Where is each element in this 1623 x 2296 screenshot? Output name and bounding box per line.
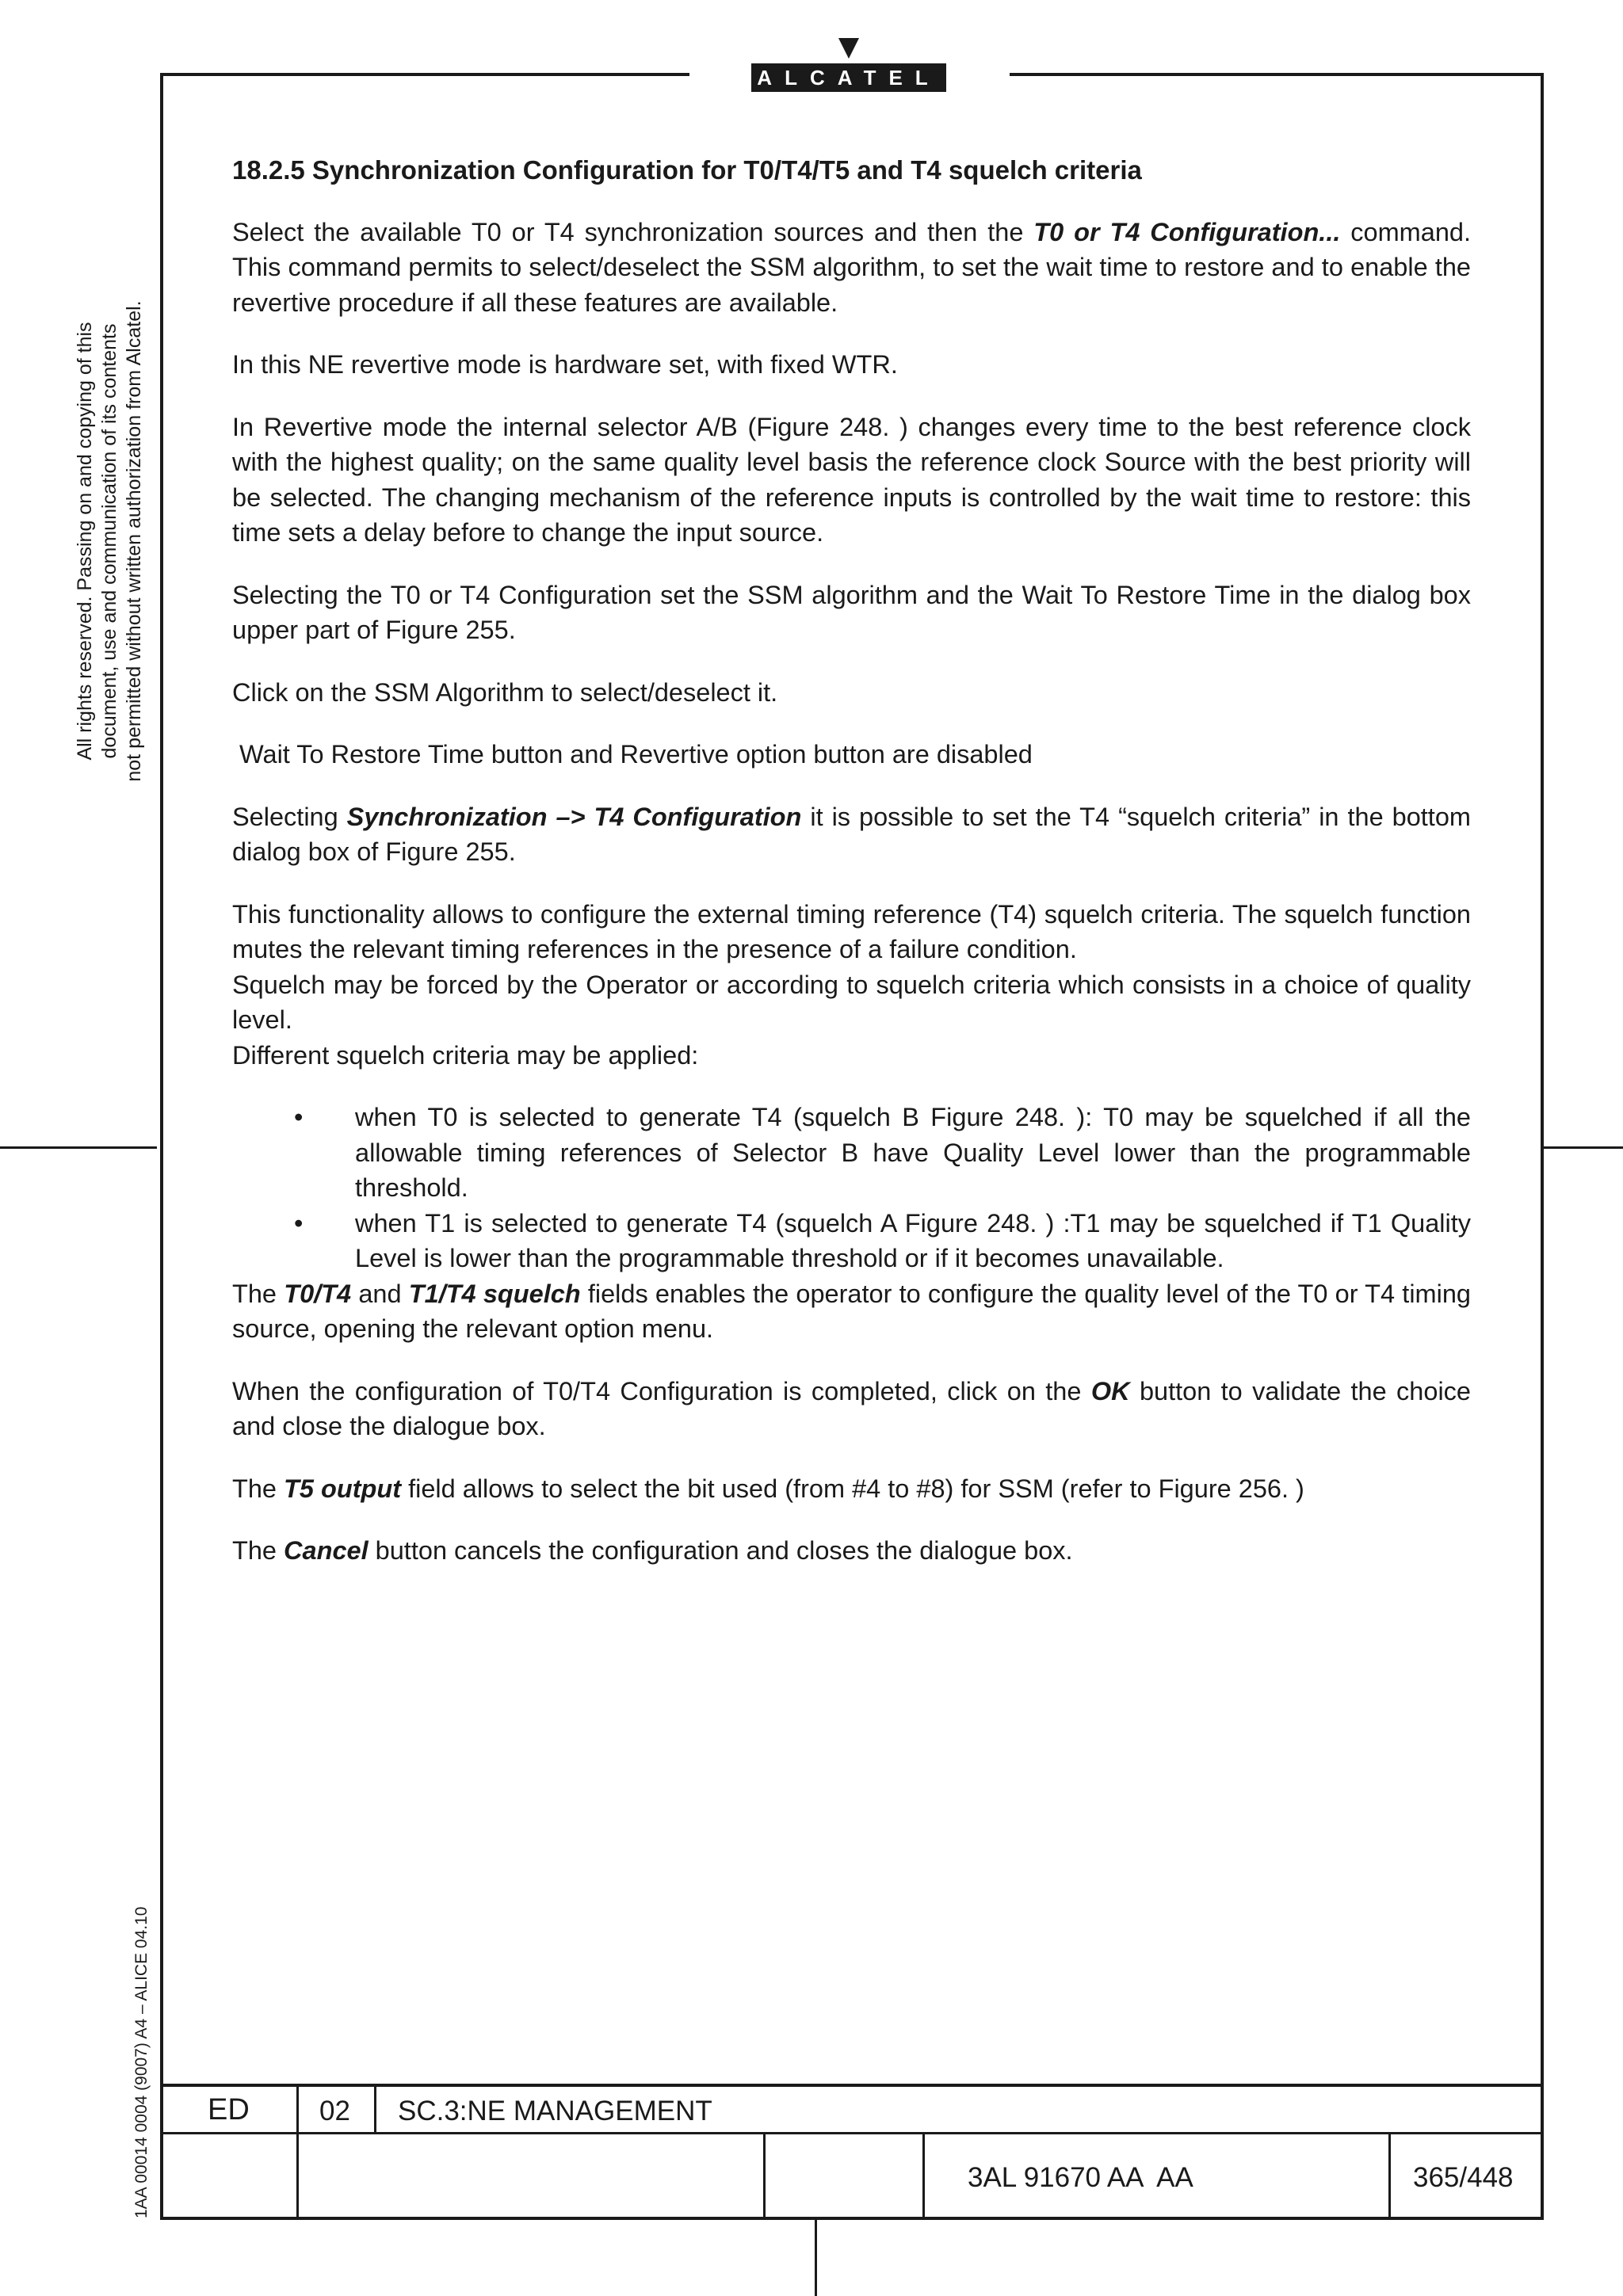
paragraph-10: When the configuration of T0/T4 Configuration is completed, click on the OK button to validate the choice and close the dialogue box. bbox=[232, 1376, 1471, 1440]
footer-ed-value: 02 bbox=[319, 2096, 350, 2126]
footer-doc-number: 3AL 91670 AA AA bbox=[968, 2162, 1193, 2193]
paragraph-2: In this NE revertive mode is hardware set, with fixed WTR. bbox=[232, 350, 898, 379]
field-t5-output: T5 output bbox=[284, 1474, 402, 1503]
footer-section-name: SC.3:NE MANAGEMENT bbox=[398, 2096, 712, 2126]
alcatel-logo bbox=[751, 38, 946, 95]
section-heading: 18.2.5 Synchronization Configuration for T0/T4/T5 and T4 squelch criteria bbox=[232, 155, 1142, 185]
footer-top-line bbox=[160, 2084, 1544, 2087]
paragraph-1: Select the available T0 or T4 synchronization sources and then the T0 or T4 Configuration... command. This command permits to select/deselect the SSM algorithm, to set the wait time to restore and to enable the revertive procedure if all these features are available. bbox=[232, 217, 1471, 317]
paragraph-9: The T0/T4 and T1/T4 squelch fields enables the operator to configure the quality level of the T0 or T4 timing source, opening the relevant option menu. bbox=[232, 1279, 1471, 1343]
paragraph-11: The T5 output field allows to select the bit used (from #4 to #8) for SSM (refer to Figure 256. ) bbox=[232, 1474, 1304, 1503]
rights-line-2: document, use and communication of its contents bbox=[98, 323, 120, 759]
command-t0-t4-config: T0 or T4 Configuration... bbox=[1033, 217, 1341, 246]
footer-divider-2 bbox=[374, 2084, 376, 2134]
footer-ed-label: ED bbox=[208, 2093, 250, 2126]
field-t1-t4-squelch: T1/T4 squelch bbox=[408, 1279, 581, 1308]
main-content bbox=[232, 143, 1471, 1596]
paragraph-7: Selecting Synchronization –> T4 Configuration it is possible to set the T4 “squelch criteria” in the bottom dialog box of Figure 255. bbox=[232, 802, 1471, 866]
frame-left-border bbox=[160, 73, 163, 2220]
bullet-icon: • bbox=[294, 1208, 304, 1238]
paragraph-4: Selecting the T0 or T4 Configuration set the SSM algorithm and the Wait To Restore Time in the dialog box upper part of Figure 255. bbox=[232, 580, 1471, 644]
footer-divider-3 bbox=[763, 2132, 766, 2218]
footer-divider-4 bbox=[922, 2132, 925, 2218]
field-t0-t4: T0/T4 bbox=[284, 1279, 352, 1308]
rights-line-3: not permitted without written authorization from Alcatel. bbox=[123, 300, 145, 782]
frame-bottom-border bbox=[160, 2217, 1544, 2220]
paragraph-12: The Cancel button cancels the configuration and closes the dialogue box. bbox=[232, 1536, 1073, 1565]
paragraph-8-1: This functionality allows to configure the external timing reference (T4) squelch criteria. The squelch function mutes the relevant timing references in the presence of a failure condition. bbox=[232, 899, 1471, 963]
logo-triangle-icon bbox=[838, 38, 859, 59]
paragraph-8-2: Squelch may be forced by the Operator or according to squelch criteria which consists in a choice of quality level. bbox=[232, 970, 1471, 1034]
footer-divider-1 bbox=[296, 2084, 299, 2218]
ok-button-ref: OK bbox=[1090, 1376, 1130, 1405]
fold-mark-left bbox=[0, 1146, 157, 1149]
paragraph-5: Click on the SSM Algorithm to select/deselect it. bbox=[232, 677, 778, 707]
rights-line-1: All rights reserved. Passing on and copying of this bbox=[74, 322, 96, 761]
fold-mark-right bbox=[1544, 1146, 1623, 1149]
squelch-criteria-list bbox=[232, 1100, 1471, 1276]
footer-middle-line bbox=[160, 2132, 1544, 2134]
doc-code: 1AA 00014 0004 (9007) A4 – ALICE 04.10 bbox=[132, 1906, 151, 2218]
list-item: • when T0 is selected to generate T4 (squelch B Figure 248. ): T0 may be squelched if all the allowable timing references of Selector B have Quality Level lower than the programmable threshold. bbox=[232, 1100, 1471, 1206]
footer-divider-5 bbox=[1388, 2132, 1391, 2218]
rights-notice bbox=[73, 264, 147, 818]
bullet-icon: • bbox=[294, 1103, 304, 1131]
cancel-button-ref: Cancel bbox=[284, 1536, 369, 1565]
footer-page-number: 365/448 bbox=[1413, 2162, 1514, 2193]
list-item: • when T1 is selected to generate T4 (squelch A Figure 248. ) :T1 may be squelched if T1 Quality Level is lower than the programmable threshold or if it becomes unavailable. bbox=[232, 1206, 1471, 1276]
paragraph-8-3: Different squelch criteria may be applied: bbox=[232, 1040, 699, 1070]
frame-top-border-left bbox=[160, 73, 689, 76]
logo-text: ALCATEL bbox=[751, 63, 946, 92]
punch-mark-bottom bbox=[815, 2220, 817, 2296]
paragraph-3: In Revertive mode the internal selector A/B (Figure 248. ) changes every time to the best reference clock with the highest quality; on the same quality level basis the reference clock Source with the best priority will be selected. The changing mechanism of the reference inputs is controlled by the wait time to restore: this time sets a delay before to change the input source. bbox=[232, 412, 1471, 547]
menu-path-t4-config: Synchronization –> T4 Configuration bbox=[346, 802, 802, 831]
frame-top-border-right bbox=[1010, 73, 1544, 76]
paragraph-6: Wait To Restore Time button and Revertive option button are disabled bbox=[232, 740, 1033, 769]
